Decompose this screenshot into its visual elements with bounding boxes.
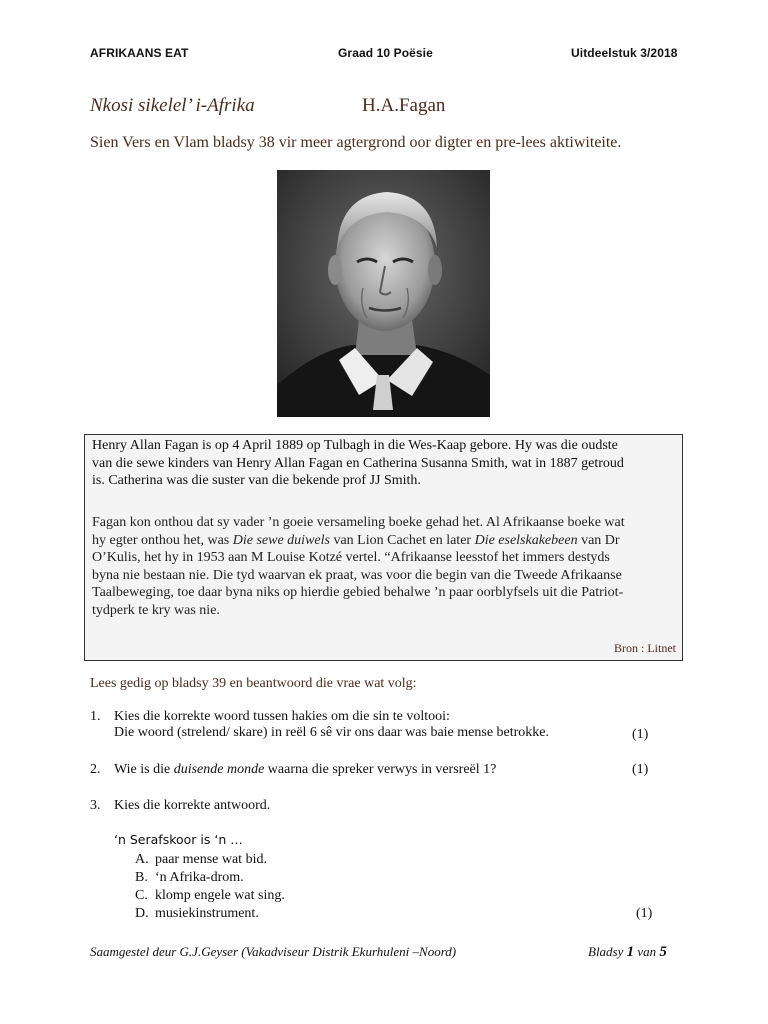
question-1: 1. Kies die korrekte woord tussen hakies om die sin te voltooi: Die woord (strelend/ skare) in reël 6 sê vir ons daar was baie mense betrokke.	[90, 709, 550, 740]
footer-compiler: Saamgestel deur G.J.Geyser (Vakadviseur Distrik Ekurhuleni –Noord)	[90, 944, 457, 959]
option-b: B. ‘n Afrika-drom.	[135, 870, 244, 885]
question-3-mark: (1)	[636, 906, 653, 921]
header-grade: Graad 10 Poësie	[338, 46, 433, 60]
header-handout: Uitdeelstuk 3/2018	[571, 46, 678, 60]
question-2-quote: duisende monde	[173, 762, 265, 777]
bio-paragraph-1: Henry Allan Fagan is op 4 April 1889 op Tulbagh in die Wes-Kaap gebore. Hy was die oudste van die sewe kinders van Henry Allan Fagan en Catherina Susanna Smith, wat in 1887 getroud is. Catherina was die suster van die bekende prof JJ Smith.	[92, 438, 624, 488]
poem-title: Nkosi sikelel’ i-Afrika	[90, 95, 255, 116]
author-portrait	[277, 170, 490, 417]
option-a: A. paar mense wat bid.	[135, 852, 267, 867]
question-2-mark: (1)	[632, 762, 649, 777]
title-row	[90, 95, 446, 117]
biography-box	[84, 434, 683, 661]
poem-author: H.A.Fagan	[362, 95, 446, 116]
bio-paragraph-2: Fagan kon onthou dat sy vader ’n goeie versameling boeke gehad het. Al Afrikaanse boeke wat hy egter onthou het, was Die sewe duiwels van Lion Cachet en later Die eselskakebeen van Dr O’Kulis, het hy in 1953 aan M Louise Kotzé vertel. “Afrikaanse leesstof het immers destyds byna nie bestaan nie. Die tyd waarvan ek praat, was voor die begin van die Tweede Afrikaanse Taalbeweging, toe daar byna niks op hierdie gebied behalwe ’n paar oorblyfsels uit die Patriot- tydperk te kry was nie.	[92, 515, 625, 618]
option-d: D. musiekinstrument.	[135, 906, 259, 921]
footer-page-number: Bladsy 1 van 5	[588, 944, 667, 960]
bio-source: Bron : Litnet	[614, 641, 676, 655]
question-1-mark: (1)	[632, 727, 649, 742]
book-title-eselskakebeen: Die eselskakebeen	[474, 532, 578, 548]
question-2: 2. Wie is die duisende monde waarna die spreker verwys in versreël 1?	[90, 762, 497, 777]
header-subject: AFRIKAANS EAT	[90, 46, 189, 60]
book-title-sewe-duiwels: Die sewe duiwels	[232, 532, 330, 548]
question-3: 3. Kies die korrekte antwoord.	[90, 798, 271, 813]
option-c: C. klomp engele wat sing.	[135, 888, 285, 903]
intro-text: Sien Vers en Vlam bladsy 38 vir meer agtergrond oor digter en pre-lees aktiwiteite.	[90, 134, 622, 151]
reading-instruction: Lees gedig op bladsy 39 en beantwoord die vrae wat volg:	[90, 676, 417, 691]
question-3-stem: ‘n Serafskoor is ‘n …	[114, 832, 243, 847]
